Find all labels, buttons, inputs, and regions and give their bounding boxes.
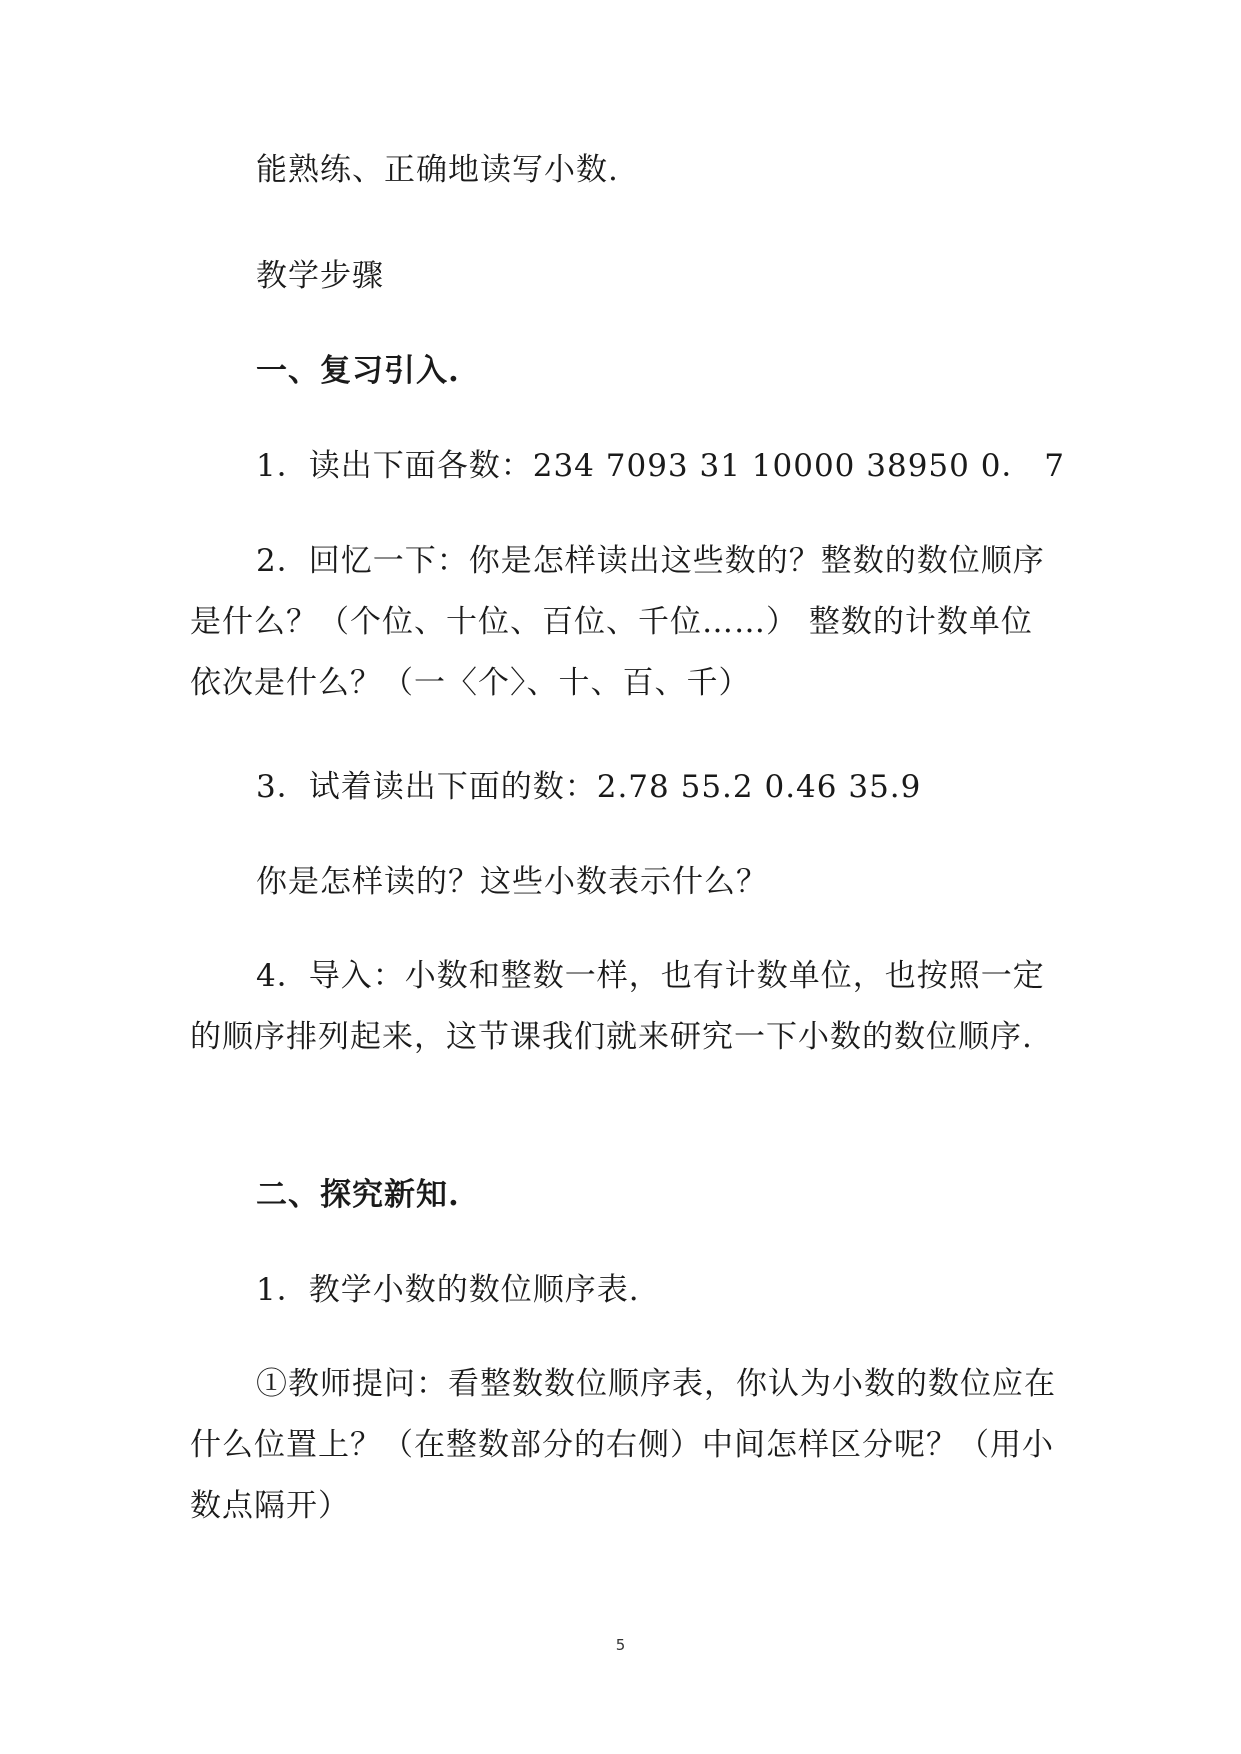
section-heading-explore: 二、探究新知. bbox=[256, 1177, 460, 1213]
page-number: 5 bbox=[615, 1636, 626, 1654]
paragraph-explore-1: 1．教学小数的数位顺序表. bbox=[256, 1272, 640, 1308]
paragraph-teaching-steps: 教学步骤 bbox=[256, 258, 384, 294]
paragraph-review-3: 3．试着读出下面的数：2.78 55.2 0.46 35.9 bbox=[256, 769, 922, 805]
paragraph-explore-question: ①教师提问：看整数数位顺序表，你认为小数的数位应在什么位置上？（在整数部分的右侧）中间怎样区分呢？（用小数点隔开） bbox=[190, 1366, 1056, 1524]
paragraph-review-2: 2．回忆一下：你是怎样读出这些数的？整数的数位顺序是什么？（个位、十位、百位、千位……） 整数的计数单位依次是什么？（一〈个〉、十、百、千） bbox=[190, 543, 1045, 701]
paragraph-review-1: 1．读出下面各数：234 7093 31 10000 38950 0． 7 bbox=[256, 448, 1066, 484]
paragraph-review-4: 4．导入：小数和整数一样，也有计数单位，也按照一定的顺序排列起来，这节课我们就来研究一下小数的数位顺序. bbox=[190, 958, 1045, 1055]
section-heading-review: 一、复习引入. bbox=[256, 353, 460, 389]
paragraph-objective: 能熟练、正确地读写小数. bbox=[256, 152, 619, 188]
paragraph-review-question: 你是怎样读的？这些小数表示什么？ bbox=[256, 864, 768, 900]
